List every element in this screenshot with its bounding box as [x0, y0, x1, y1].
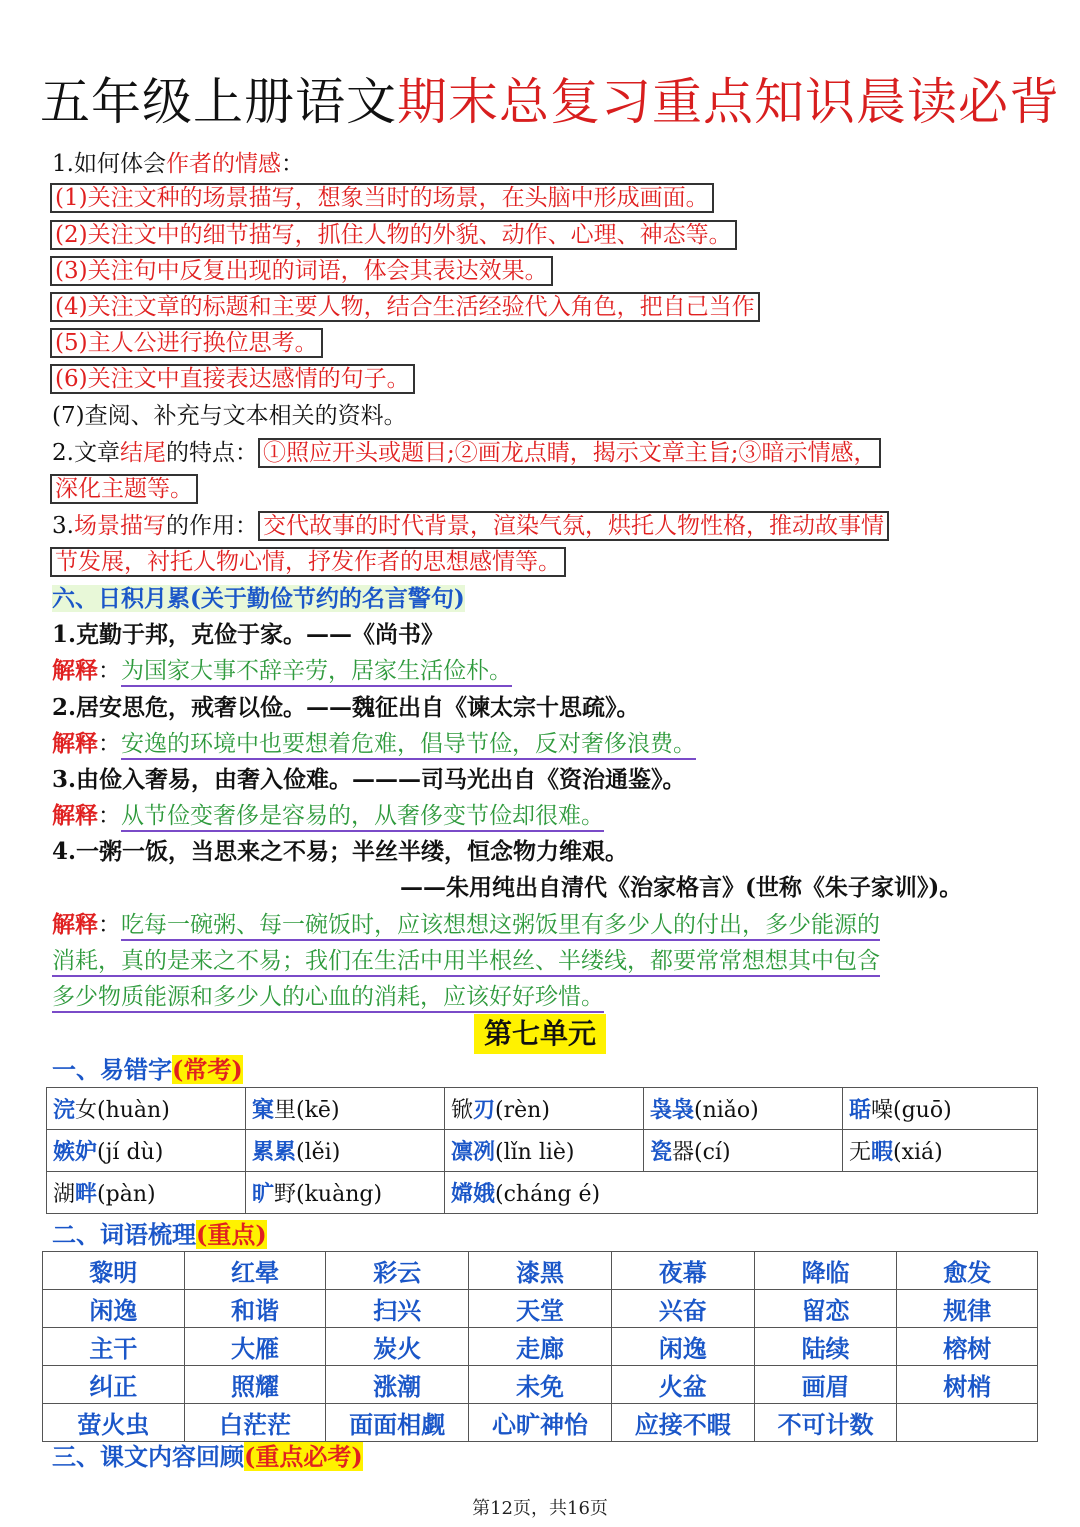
page-title	[40, 72, 1060, 132]
word-cell: 榕树	[897, 1328, 1038, 1366]
word-cell: 主干	[43, 1328, 185, 1366]
word-cell: 不可计数	[754, 1404, 897, 1442]
word-cell: 火盆	[611, 1366, 754, 1404]
word-cell: 走廊	[469, 1328, 612, 1366]
s3-answer-2: 节发展，衬托人物心情，抒发作者的思想感情等。	[50, 546, 566, 578]
title-part1: 五年级上册语文	[40, 73, 397, 131]
typo-cell: 无暇(xiá)	[843, 1130, 1038, 1172]
word-cell: 闲逸	[43, 1290, 185, 1328]
explain-4-line-1: 解释：吃每一碗粥、每一碗饭时，应该想想这粥饭里有多少人的付出，多少能源的	[52, 909, 880, 941]
s1-question: 1.如何体会作者的情感：	[52, 151, 304, 177]
s1-item-4: (4)关注文章的标题和主要人物，结合生活经验代入角色，把自己当作	[50, 291, 760, 323]
s1-item-2: (2)关注文中的细节描写，抓住人物的外貌、动作、心理、神态等。	[50, 219, 737, 251]
word-cell: 红晕	[184, 1252, 326, 1290]
typo-cell: 嫦娥(cháng é)	[445, 1172, 1038, 1214]
typo-cell: 凛冽(lǐn liè)	[445, 1130, 644, 1172]
table-row	[47, 1088, 1038, 1130]
typo-heading: 一、易错字(常考)	[52, 1055, 243, 1084]
s3-question: 3.场景描写的作用： 交代故事的时代背景，渲染气氛，烘托人物性格，推动故事情	[52, 510, 889, 542]
s2-answer-2: 深化主题等。	[50, 473, 198, 505]
s3-answer-1: 交代故事的时代背景，渲染气氛，烘托人物性格，推动故事情	[258, 511, 889, 541]
word-cell: 未免	[469, 1366, 612, 1404]
word-cell: 规律	[897, 1290, 1038, 1328]
word-cell: 纠正	[43, 1366, 185, 1404]
word-cell: 留恋	[754, 1290, 897, 1328]
words-heading: 二、词语梳理(重点)	[52, 1220, 267, 1249]
word-cell: 闲逸	[611, 1328, 754, 1366]
word-cell	[897, 1404, 1038, 1442]
word-cell: 和谐	[184, 1290, 326, 1328]
s1-item-6: (6)关注文中直接表达感情的句子。	[50, 363, 415, 395]
explain-1: 解释：为国家大事不辞辛劳，居家生活俭朴。	[52, 655, 512, 687]
explain-4-line-3: 多少物质能源和多少人的心血的消耗，应该好好珍惜。	[52, 981, 604, 1013]
quote-3: 3.由俭入奢易，由奢入俭难。———司马光出自《资治通鉴》。	[52, 766, 686, 793]
word-cell: 炭火	[326, 1328, 469, 1366]
word-cell: 画眉	[754, 1366, 897, 1404]
word-cell: 面面相觑	[326, 1404, 469, 1442]
title-part2: 期末总复习重点知识晨读必背	[397, 73, 1060, 131]
word-cell: 照耀	[184, 1366, 326, 1404]
quote-2: 2.居安思危，戒奢以俭。——魏征出自《谏太宗十思疏》。	[52, 694, 640, 721]
s1-item-5: (5)主人公进行换位思考。	[50, 327, 323, 359]
quote-4-source: ——朱用纯出自清代《治家格言》(世称《朱子家训》)。	[400, 874, 963, 901]
word-cell: 萤火虫	[43, 1404, 185, 1442]
quote-1: 1.克勤于邦，克俭于家。——《尚书》	[52, 621, 445, 648]
typo-cell: 锨刃(rèn)	[445, 1088, 644, 1130]
table-row	[47, 1172, 1038, 1214]
word-cell: 涨潮	[326, 1366, 469, 1404]
word-cell: 天堂	[469, 1290, 612, 1328]
s1-item-1: (1)关注文种的场景描写，想象当时的场景，在头脑中形成画面。	[50, 182, 714, 214]
word-cell: 降临	[754, 1252, 897, 1290]
word-cell: 应接不暇	[611, 1404, 754, 1442]
word-cell: 心旷神怡	[469, 1404, 612, 1442]
explain-4-line-2: 消耗，真的是来之不易；我们在生活中用半根丝、半缕线，都要常常想想其中包含	[52, 945, 880, 977]
typo-cell: 旷野(kuàng)	[246, 1172, 445, 1214]
unit-title: 第七单元	[474, 1014, 606, 1054]
typo-cell: 窠里(kē)	[246, 1088, 445, 1130]
typo-cell: 聒噪(guō)	[843, 1088, 1038, 1130]
word-cell: 黎明	[43, 1252, 185, 1290]
page-footer: 第12页，共16页	[472, 1498, 608, 1519]
word-cell: 大雁	[184, 1328, 326, 1366]
typo-cell: 湖畔(pàn)	[47, 1172, 246, 1214]
review-heading: 三、课文内容回顾(重点必考)	[52, 1442, 363, 1471]
table-row	[43, 1252, 1038, 1290]
explain-3: 解释：从节俭变奢侈是容易的，从奢侈变节俭却很难。	[52, 800, 604, 832]
typo-table	[46, 1087, 1038, 1214]
word-cell: 白茫茫	[184, 1404, 326, 1442]
typo-cell: 累累(lěi)	[246, 1130, 445, 1172]
section-6-heading: 六、日积月累(关于勤俭节约的名言警句)	[52, 585, 465, 612]
word-cell: 兴奋	[611, 1290, 754, 1328]
s2-answer-1: ①照应开头或题目;②画龙点睛，揭示文章主旨;③暗示情感，	[258, 438, 882, 468]
table-row	[47, 1130, 1038, 1172]
s1-item-7: (7)查阅、补充与文本相关的资料。	[52, 403, 407, 429]
typo-cell: 嫉妒(jí dù)	[47, 1130, 246, 1172]
explain-2: 解释：安逸的环境中也要想着危难，倡导节俭，反对奢侈浪费。	[52, 728, 696, 760]
typo-cell: 袅袅(niǎo)	[644, 1088, 843, 1130]
typo-cell: 瓷器(cí)	[644, 1130, 843, 1172]
word-cell: 树梢	[897, 1366, 1038, 1404]
s1-item-3: (3)关注句中反复出现的词语，体会其表达效果。	[50, 255, 553, 287]
word-cell: 漆黑	[469, 1252, 612, 1290]
words-table	[42, 1251, 1038, 1442]
table-row	[43, 1328, 1038, 1366]
s2-question: 2.文章结尾的特点： ①照应开头或题目;②画龙点睛，揭示文章主旨;③暗示情感，	[52, 437, 881, 469]
table-row	[43, 1404, 1038, 1442]
table-row	[43, 1366, 1038, 1404]
word-cell: 夜幕	[611, 1252, 754, 1290]
quote-4: 4.一粥一饭，当思来之不易；半丝半缕，恒念物力维艰。	[52, 838, 629, 865]
word-cell: 愈发	[897, 1252, 1038, 1290]
word-cell: 扫兴	[326, 1290, 469, 1328]
word-cell: 彩云	[326, 1252, 469, 1290]
table-row	[43, 1290, 1038, 1328]
word-cell: 陆续	[754, 1328, 897, 1366]
typo-cell: 浣女(huàn)	[47, 1088, 246, 1130]
